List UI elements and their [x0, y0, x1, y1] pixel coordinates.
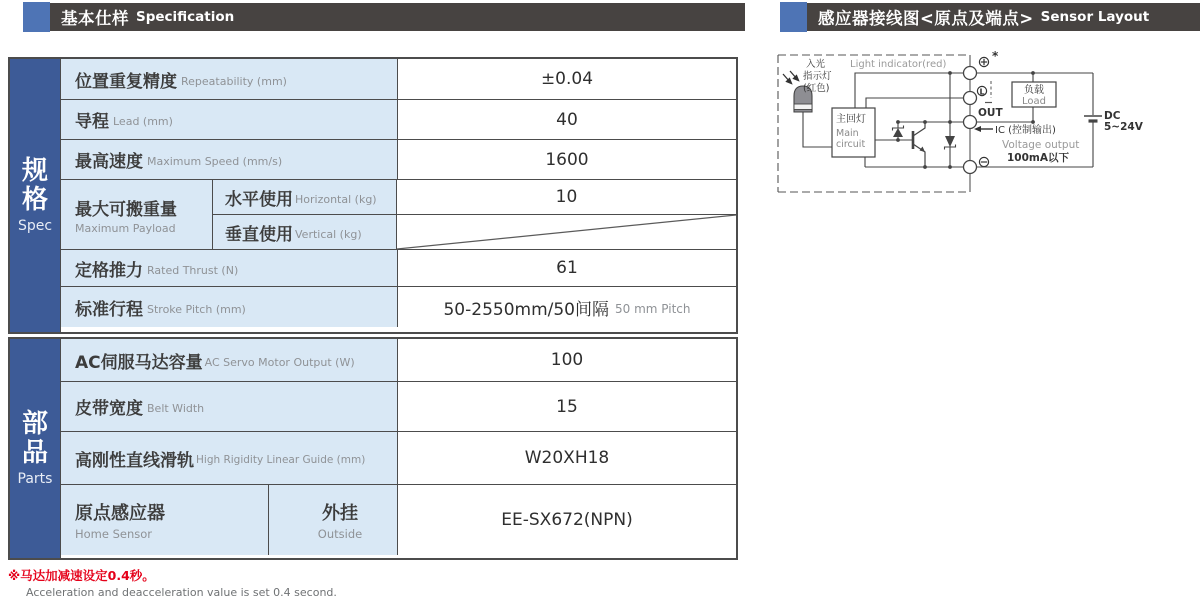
- load-label-en: Load: [1022, 96, 1046, 107]
- incident-light-arrows: [783, 71, 799, 84]
- parts-sidebar-label-zh: 部品: [21, 408, 48, 468]
- zener-diode-left: [893, 122, 904, 140]
- row-payload-horizontal: [213, 180, 736, 214]
- row-belt-width: [61, 381, 736, 431]
- sensor-wiring-diagram: [770, 40, 1200, 200]
- row-max-speed: [61, 139, 736, 179]
- row-label-en: Maximum Speed (mm/s): [147, 155, 283, 168]
- light-in-label-1: 入光: [806, 59, 826, 70]
- main-circuit-label-en2: circuit: [836, 139, 866, 150]
- light-in-label-2: 指示灯: [803, 71, 832, 82]
- light-in-label-3: (红色): [803, 83, 830, 94]
- row-label-zh: 垂直使用: [225, 224, 293, 245]
- row-value: W20XH18: [398, 432, 736, 484]
- star-note: *: [992, 49, 999, 63]
- row-label-en: Vertical (kg): [295, 227, 362, 241]
- row-label-en: Home Sensor: [75, 527, 153, 541]
- row-label-zh: 标准行程: [75, 299, 143, 320]
- row-value: ±0.04: [398, 59, 736, 99]
- dc-range-label: 5~24V: [1104, 121, 1143, 133]
- plus-symbol-icon: [979, 57, 988, 66]
- row-label-en: Maximum Payload: [75, 221, 176, 235]
- row-label-en: Lead (mm): [113, 115, 173, 128]
- row-label-zh: 水平使用: [225, 189, 293, 210]
- row-label-zh: 导程: [75, 112, 109, 132]
- row-label-en: Belt Width: [147, 402, 205, 415]
- load-label-zh: 负载: [1024, 85, 1044, 96]
- terminal-minus: [964, 161, 977, 174]
- terminal-light: [964, 92, 977, 105]
- terminal-plus: [964, 67, 977, 80]
- row-label-en: AC Servo Motor Output (W): [204, 355, 355, 369]
- output-transistor: [913, 122, 925, 167]
- row-repeatability: [61, 59, 736, 99]
- row-label-en: Stroke Pitch (mm): [147, 302, 246, 316]
- row-value: 1600: [398, 140, 736, 179]
- blue-square-accent: [780, 2, 807, 32]
- row-label-zh: 位置重复精度: [75, 71, 177, 92]
- row-value-na: [397, 215, 736, 249]
- row-value: 100: [398, 339, 736, 381]
- row-value: 10: [397, 180, 736, 214]
- row-label-zh: AC伺服马达容量: [75, 352, 203, 373]
- row-sublabel-zh: 外挂: [322, 503, 358, 524]
- out-label: OUT: [978, 107, 1003, 119]
- row-value-sub: 50 mm Pitch: [615, 301, 691, 316]
- row-label-en: Repeatability (mm): [181, 74, 287, 88]
- parts-sidebar-label-en: Parts: [17, 471, 53, 488]
- row-label-en: Rated Thrust (N): [147, 263, 239, 277]
- row-label-zh: 最大可搬重量: [75, 199, 177, 220]
- light-indicator-label-en: Light indicator(red): [850, 59, 947, 70]
- current-limit-label: 100mA以下: [1007, 152, 1069, 164]
- row-max-payload: [61, 179, 736, 249]
- sensor-header-title-zh: 感应器接线图<原点及端点>: [818, 9, 1034, 28]
- dc-label: DC: [1104, 110, 1121, 122]
- row-value: 61: [398, 250, 736, 286]
- na-diagonal-line: [397, 215, 736, 249]
- spec-sidebar-label-zh: 规格: [21, 155, 48, 215]
- spec-sidebar-label-en: Spec: [17, 218, 53, 235]
- svg-text:L: L: [979, 87, 985, 97]
- row-home-sensor: [61, 484, 736, 555]
- spec-table: [8, 57, 738, 334]
- sensor-header-title-en: Sensor Layout: [1040, 9, 1150, 25]
- row-sublabel-en: Outside: [317, 527, 363, 541]
- motor-note-zh: ※马达加减速设定0.4秒。: [8, 568, 155, 583]
- row-label-zh: 高刚性直线滑轨: [75, 450, 194, 471]
- spec-header-bar: [23, 3, 745, 31]
- row-payload-vertical: [213, 214, 736, 249]
- motor-note-en: Acceleration and deacceleration value is set 0.4 second.: [26, 586, 337, 599]
- main-circuit-label-zh: 主回灯: [836, 114, 866, 125]
- row-rated-thrust: [61, 249, 736, 286]
- row-servo-output: [61, 339, 736, 381]
- row-value: 15: [398, 382, 736, 431]
- row-stroke-pitch: [61, 286, 736, 327]
- sensor-header-bar: [780, 3, 1200, 31]
- parts-table: [8, 337, 738, 560]
- row-label-zh: 皮带宽度: [75, 399, 143, 419]
- spec-header-title-en: Specification: [136, 9, 235, 25]
- minus-symbol-icon: [979, 157, 988, 166]
- spec-header-title-zh: 基本仕样: [61, 9, 129, 28]
- parts-sidebar: [10, 339, 61, 558]
- ic-output-annotation: [974, 123, 1056, 136]
- row-label-en: High Rigidity Linear Guide (mm): [196, 454, 366, 466]
- row-value: EE-SX672(NPN): [398, 485, 736, 555]
- row-lead: [61, 99, 736, 139]
- main-circuit-box: [832, 108, 875, 157]
- zener-diode-right: [945, 136, 956, 150]
- row-label-zh: 定格推力: [75, 260, 143, 281]
- main-circuit-label-en1: Main: [836, 128, 859, 139]
- light-terminal-icon: [977, 81, 992, 103]
- row-linear-guide: [61, 431, 736, 484]
- blue-square-accent: [23, 2, 50, 32]
- ic-label: IC (控制输出): [995, 125, 1056, 136]
- row-label-zh: 原点感应器: [75, 503, 165, 524]
- wiring-diagram-svg: [770, 40, 1200, 200]
- spec-sidebar: [10, 59, 61, 332]
- load-box: [1012, 82, 1056, 107]
- row-value: 50-2550mm/50间隔: [443, 299, 609, 320]
- row-value: 40: [398, 100, 736, 139]
- row-label-zh: 最高速度: [75, 152, 143, 172]
- terminal-out: [964, 116, 977, 129]
- voltage-output-label: Voltage output: [1002, 139, 1080, 151]
- row-label-en: Horizontal (kg): [295, 192, 377, 206]
